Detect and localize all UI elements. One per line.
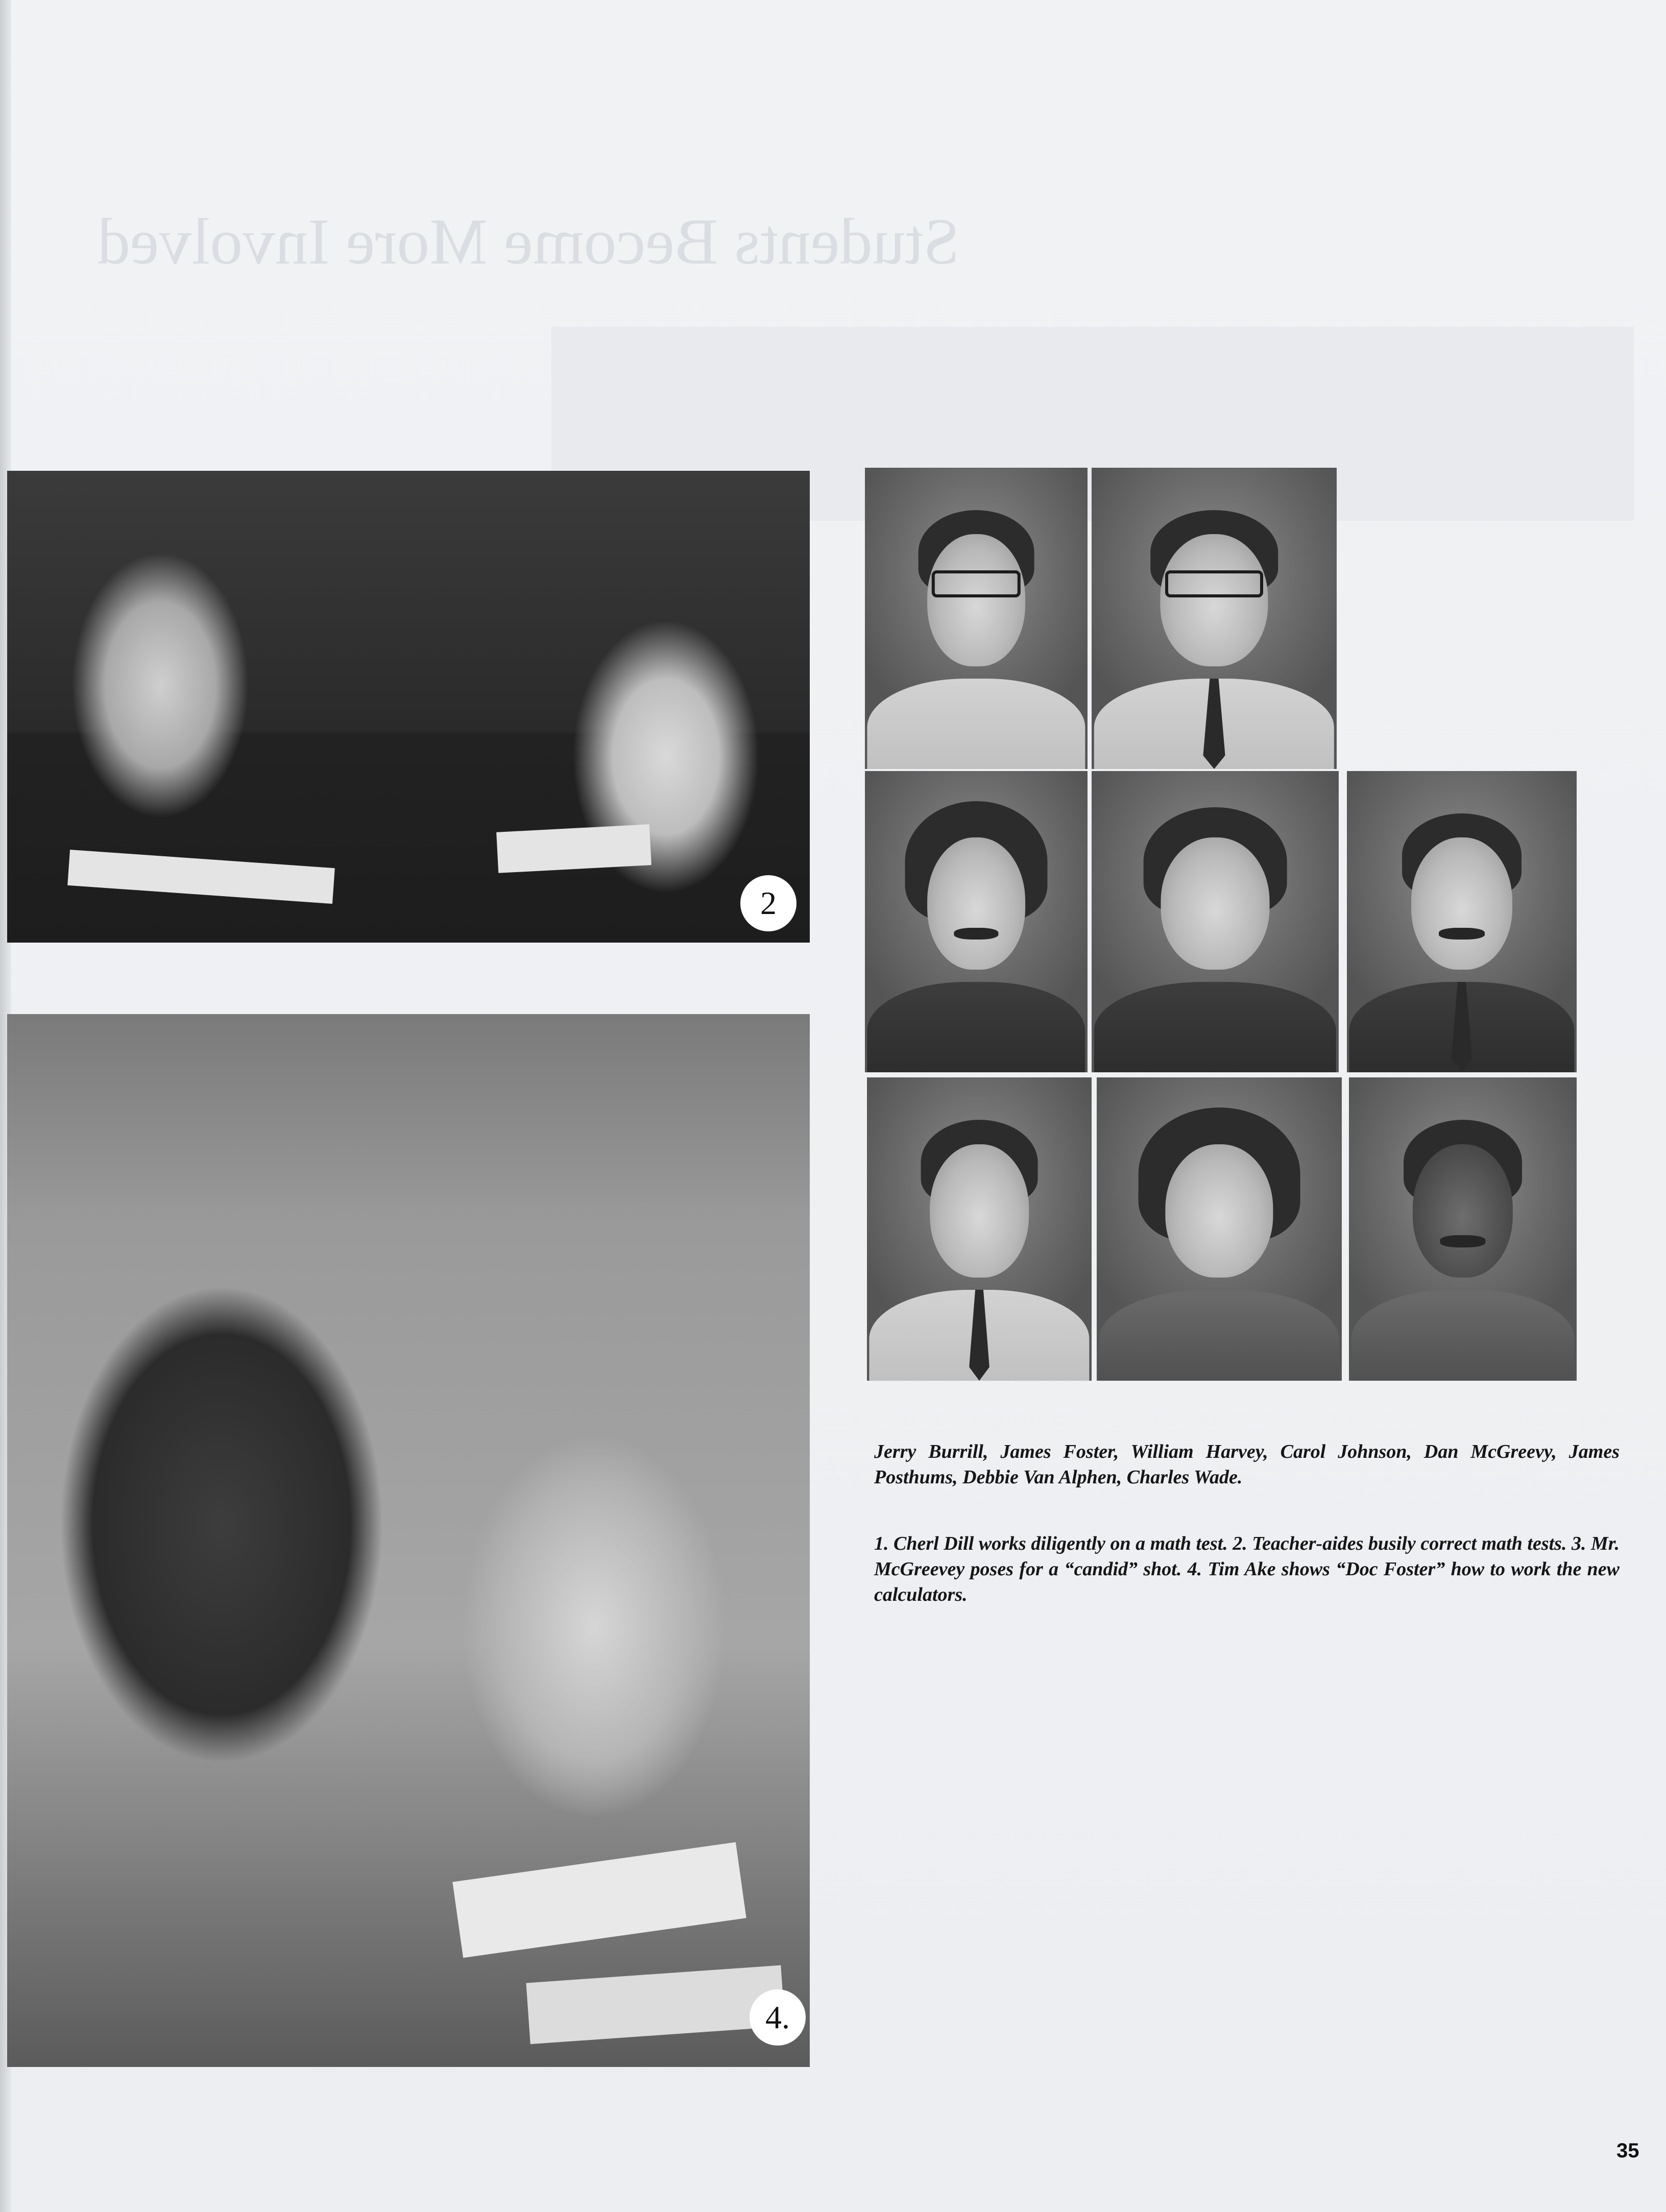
glasses xyxy=(1165,570,1263,597)
glasses xyxy=(932,570,1021,597)
portrait-shoulders xyxy=(1094,982,1336,1072)
portrait-face xyxy=(1411,837,1512,970)
portrait-face xyxy=(927,837,1025,970)
photo-calculator-demo xyxy=(7,1014,810,2067)
portrait-face xyxy=(1160,534,1268,667)
photo-number-badge: 4. xyxy=(750,1989,806,2046)
portrait-row2-col1 xyxy=(865,771,1088,1072)
portrait-shoulders xyxy=(1351,1290,1574,1381)
portrait-shoulders xyxy=(867,679,1085,769)
portrait-row2-col2 xyxy=(1092,771,1339,1072)
portrait-row3-col2 xyxy=(1097,1077,1342,1381)
faculty-names-caption: Jerry Burrill, James Foster, William Harvey, Carol Johnson, Dan McGreevy, James Posthums, Debbie Van Alphen, Charles Wade. xyxy=(874,1441,1620,1488)
portrait-face xyxy=(1165,1144,1273,1278)
photo-teacher-aides xyxy=(7,471,810,943)
portrait-face xyxy=(930,1144,1029,1278)
mustache xyxy=(1439,928,1485,940)
portrait-row1-col1 xyxy=(865,468,1088,769)
photo-number-badge: 2 xyxy=(740,875,796,931)
desk-paper xyxy=(452,1842,746,1958)
desk-paper xyxy=(67,850,335,904)
portrait-shoulders xyxy=(867,982,1085,1072)
portrait-row3-col1 xyxy=(867,1077,1092,1381)
portrait-face xyxy=(1161,837,1270,970)
desk-paper xyxy=(496,824,651,873)
portrait-face xyxy=(927,534,1025,667)
portrait-row2-col3 xyxy=(1347,771,1577,1072)
page-number: 35 xyxy=(1616,2139,1639,2162)
portrait-face xyxy=(1413,1144,1513,1278)
desk-paper xyxy=(526,1965,785,2045)
mustache xyxy=(1440,1235,1485,1247)
portrait-shoulders xyxy=(1099,1290,1339,1381)
mustache xyxy=(954,928,998,940)
portrait-row1-col2 xyxy=(1092,468,1337,769)
photo-descriptions-caption: 1. Cherl Dill works diligently on a math test. 2. Teacher-aides busily correct math tests. 3. Mr. McGreevey poses for a “candid” shot. 4. Tim Ake shows “Doc Foster” how to work the new calculators. xyxy=(874,1533,1620,1605)
portrait-row3-col3 xyxy=(1349,1077,1577,1381)
bleed-through-heading: Students Become More Involved xyxy=(97,205,960,278)
